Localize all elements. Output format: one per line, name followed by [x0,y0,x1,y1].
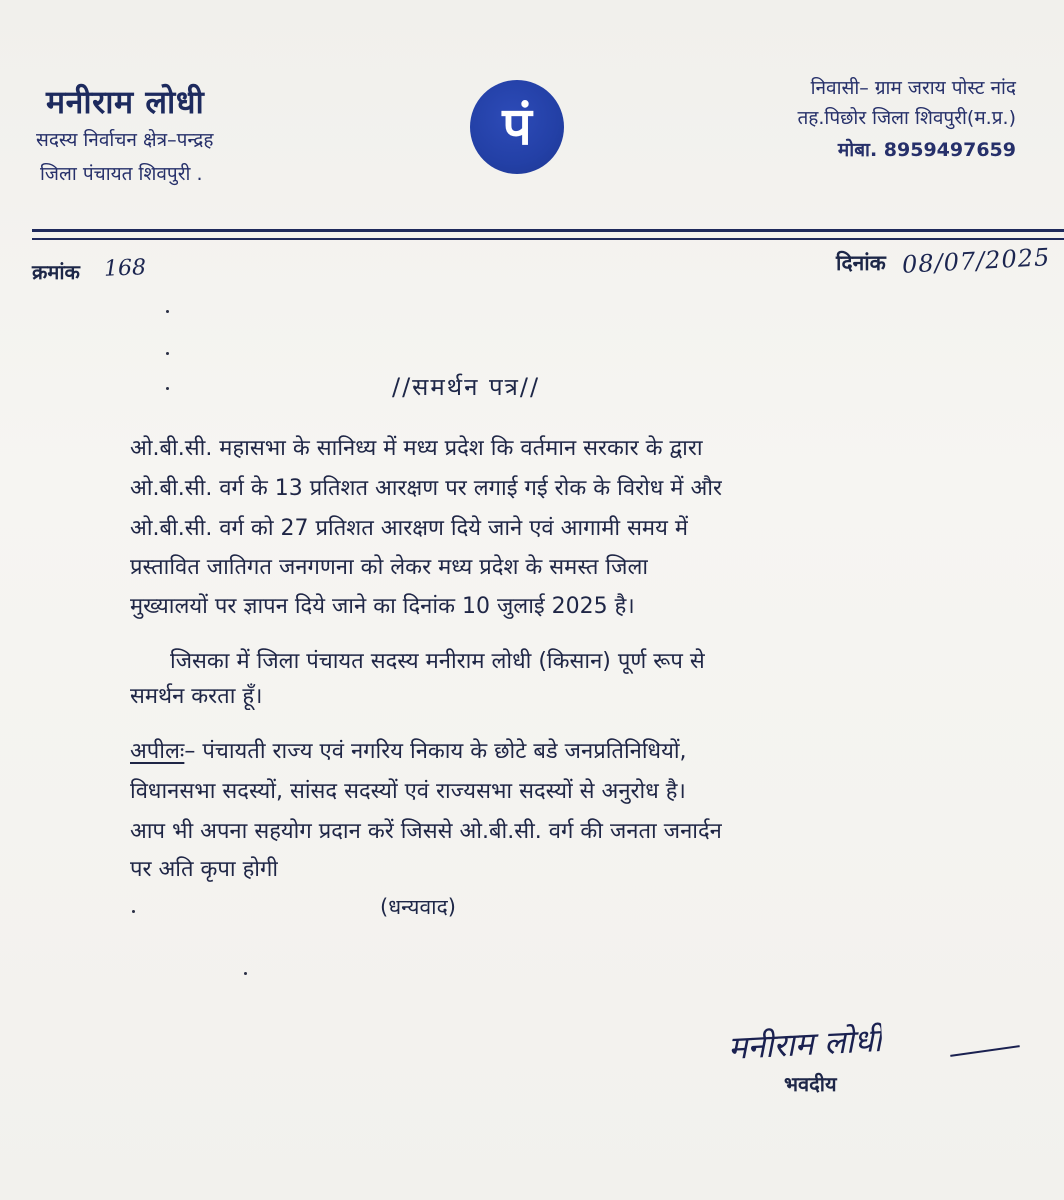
paragraph1-line: ओ.बी.सी. महासभा के सानिध्य में मध्य प्रदेश कि वर्तमान सरकार के द्वारा [130,436,703,461]
appeal-label: अपीलः [130,739,185,764]
header-rule-thin [32,238,1064,240]
reference-number: 168 [103,255,147,282]
reference-label: क्रमांक [32,260,80,284]
sign-off: भवदीय [784,1072,837,1096]
sender-designation: सदस्य निर्वाचन क्षेत्र–पन्द्रह [36,129,214,151]
handwritten-signature: मनीराम लोधी [727,1021,883,1067]
appeal-text: – पंचायती राज्य एवं नगरिय निकाय के छोटे बडे जनप्रतिनिधियों, [184,739,687,764]
scan-dot [132,910,135,913]
header-rule-thick [32,229,1064,232]
scan-dot [166,387,169,390]
paragraph1-line: मुख्यालयों पर ज्ञापन दिये जाने का दिनांक 10 जुलाई 2025 है। [130,594,635,619]
paragraph1-line: प्रस्तावित जातिगत जनगणना को लेकर मध्य प्रदेश के समस्त जिला [130,555,649,580]
date-value: 08/07/2025 [901,243,1051,279]
appeal-line [130,735,687,765]
date-label: दिनांक [836,251,886,275]
scan-dot [244,972,247,975]
sender-office: जिला पंचायत शिवपुरी . [40,163,203,185]
signature-flourish [950,1045,1020,1057]
address-line-1: निवासी– ग्राम जराय पोस्ट नांद [810,77,1016,99]
paragraph2-line: समर्थन करता हूँ। [130,684,263,709]
paragraph2-line: जिसका में जिला पंचायत सदस्य मनीराम लोधी (किसान) पूर्ण रूप से [170,649,705,674]
address-line-2: तह.पिछोर जिला शिवपुरी(म.प्र.) [797,107,1016,129]
appeal-line: आप भी अपना सहयोग प्रदान करें जिससे ओ.बी.सी. वर्ग की जनता जनार्दन [130,819,722,844]
logo-text: पं [502,97,532,157]
sender-name: मनीराम लोधी [46,83,205,121]
party-logo [470,80,564,174]
closing-thanks: (धन्यवाद) [380,895,456,919]
paragraph1-line: ओ.बी.सी. वर्ग के 13 प्रतिशत आरक्षण पर लगाई गई रोक के विरोध में और [130,476,722,501]
scan-dot [166,352,169,355]
appeal-line: पर अति कृपा होगी [130,857,279,882]
paragraph1-line: ओ.बी.सी. वर्ग को 27 प्रतिशत आरक्षण दिये जाने एवं आगामी समय में [130,516,689,541]
letter-title: //समर्थन पत्र// [392,373,541,401]
appeal-line: विधानसभा सदस्यों, सांसद सदस्यों एवं राज्यसभा सदस्यों से अनुरोध है। [130,779,686,804]
scan-dot [166,310,169,313]
mobile-number: मोबा. 8959497659 [837,139,1016,161]
